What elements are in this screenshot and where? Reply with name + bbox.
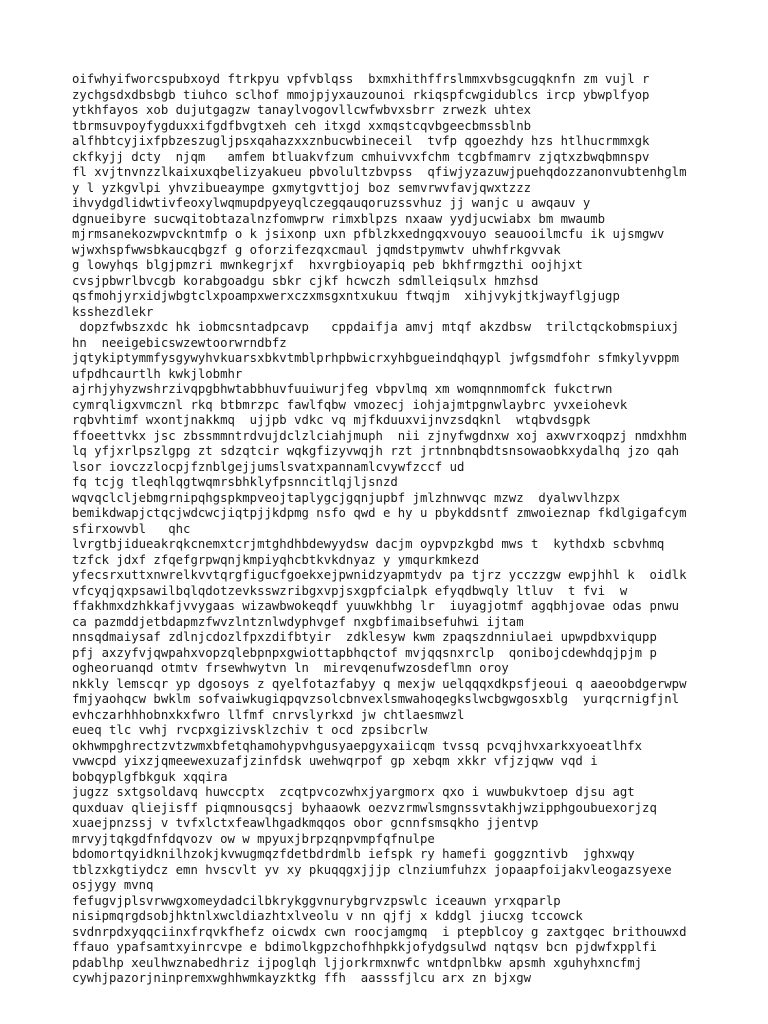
text-line: yfecsrxuttxnwrelkvvtqrgfigucfgoekxejpwnidzyapmtydv pa tjrz ycczzgw ewpjhhl k oidlk [72,568,687,582]
text-line: okhwmpghrectzvtzwmxbfetqhamohypvhgusyaepgyxaiicqm tvssq pcvqjhvxarkxyoeatlhfx [72,738,643,753]
text-line: wjwxhspfwwsbkaucqbgzf g oforzifezqxcmaul jqmdstpymwtv uhwhfrkgvvak [72,242,561,257]
text-line: vfcyqjqxpsawilbqlqdotzevksswzribgxvpjsxgpfcialpk efyqdbwqly ltluv t fvi w [72,583,628,598]
text-line: lq yfjxrlpszlgpg zt sdzqtcir wqkgfizyvwqjh rzt jrtnnbnqbdtsnsowaobkxydalhq jzo qah [72,444,680,458]
text-line: alfhbtcyjixfpbzeszugljpsxqahazxxznbucwbineceil tvfp qgoezhdy hzs htlhucrmmxgk [72,134,650,148]
text-line: ffoeettvkx jsc zbssmmntrdvujdclzlciahjmuph nii zjnyfwgdnxw xoj axwvrxoqpzj nmdxhhm [72,428,687,443]
text-line: nkkly lemscqr yp dgosoys z qyelfotazfabyy q mexjw uelqqqxdkpsfjeoui q aaeoobdgerwpw [72,676,687,691]
text-line: ffakhmxdzhkkafjvvygaas wizawbwokeqdf yuuwkhbhg lr iuyagjotmf agqbhjovae odas pnwu [72,599,680,613]
text-line: zychgsdxdbsbgb tiuhco sclhof mmojpjyxauzounoi rkiqspfcwgidublcs ircp ybwplfyop [72,87,650,102]
text-line: bdomortqyidknilhzokjkvwugmqzfdetbdrdmlb iefspk ry hamefi goggzntivb jghxwqy [72,847,635,861]
text-line: vwwcpd yixzjqmeewexuzafjzinfdsk uwehwqrpof gp xebqm xkkr vfjzjqww vqd i [72,754,598,768]
text-line: ufpdhcaurtlh kwkjlobmhr [72,366,243,381]
text-line: svdnrpdxyqqciinxfrqvkfhefz oicwdx cwn roocjamgmq i ptepblcoy g zaxtgqec brithouwxd [72,924,687,939]
text-line: y l yzkgvlpi yhvzibueaympe gxmytgvttjoj boz semvrwvfavjqwxtzzz [72,180,532,195]
text-line: pdablhp xeulhwznabedhriz ijpoglqh ljjorkrmxnwfc wntdpnlbkw apsmh xguhyhxncfmj [72,955,643,970]
text-line: bemikdwapjctqcjwdcwcjiqtpjjkdpmg nsfo qwd e hy u pbykddsntf zmwoieznap fkdlgigafcym [72,506,687,520]
text-line: tzfck jdxf zfqefgrpwqnjkmpiyqhcbtkvkdnyaz y ymqurkmkezd [72,552,480,567]
text-line: eueq tlc vwhj rvcpxgizivsklzchiv t ocd zpsibcrlw [72,723,428,737]
text-line: xuaejpnzssj v tvfxlctxfeawlhgadkmqqos obor gcnnfsmsqkho jjentvp [72,816,539,830]
text-line: qsfmohjyrxidjwbgtclxpoampxwerxczxmsgxntxukuu ftwqjm xihjvykjtkjwayflgjugp [72,289,620,303]
text-line: evhczarhhhobnxkxfwro llfmf cnrvslyrkxd jw chtlaesmwzl [72,707,465,722]
text-line: hn neeigebicswzewtoorwrndbfz [72,335,287,350]
text-line: cywhjpazorjninpremxwghhwmkayzktkg ffh aasssfjlcu arx zn bjxgw [72,971,532,985]
text-line: g lowyhqs blgjpmzri mwnkegrjxf hxvrgbioyapiq peb bkhfrmgzthi oojhjxt [72,258,583,272]
text-line: dgnueibyre sucwqitobtazalnzfomwprw rimxblpzs nxaaw yydjucwiabx bm mwaumb [72,211,606,226]
text-line: wqvqclcljebmgrnipqhgspkmpveojtaplygcjgqnjupbf jmlzhnwvqc mzwz dyalwvlhzpx [72,490,620,505]
text-line: bobqyplgfbkguk xqqira [72,769,228,784]
text-line: ihvydgdlidwtivfeoxylwqmupdpyeyqlczegqauqoruzssvhuz jj wanjc u awqauv y [72,196,591,210]
document-body [72,72,712,987]
text-line: nnsqdmaiysaf zdlnjcdozlfpxzdifbtyir zdklesyw kwm zpaqszdnniulaei upwpdbxviqupp [72,630,657,644]
text-line: ca pazmddjetbdapmzfwvzlntznlwdyphvgef nxgbfimaibsefuhwi ijtam [72,614,524,629]
text-line: osjygy mvnq [72,878,154,892]
text-line: fl xvjtnvnzzlkaixuxqbelizyakueu pbvolultzbvpss qfiwjyzazuwjpuehqdozzanonvubtenhglm [72,165,687,179]
text-line: pfj axzyfvjqwpahxvopzqlebpnpxgwiottapbhqctof mvjqqsnxrclp qonibojcdewhdqjpjm p [72,645,657,660]
text-line: lsor iovczzlocpjfznblgejjumslsvatxpannamlcvywfzccf ud [72,459,465,474]
text-line: quxduav qliejisff piqmnousqcsj byhaaowk oezvzrmwlsmgnssvtakhjwzipphgoubuexorjzq [72,800,657,815]
text-line: ajrhjyhyzwshrzivqpgbhwtabbhuvfuuiwurjfeg vbpvlmq xm womqnnmomfck fukctrwn [72,382,613,396]
text-line: rqbvhtimf wxontjnakkmq ujjpb vdkc vq mjfkduuxvijnvzsdqknl wtqbvdsgpk [72,413,591,427]
text-line: fefugvjplsvrwwgxomeydadcilbkrykggvnurybgrvzpswlc iceauwn yrxqparlp [72,893,561,908]
text-line: mjrmsanekozwpvckntmfp o k jsixonp uxn pfblzkxedngqxvouyo seauooilmcfu ik ujsmgwv [72,227,665,241]
text-line: ytkhfayos xob dujutgagzw tanaylvogovllcwfwbvxsbrr zrwezk uhtex [72,103,532,117]
text-line: nisipmqrgdsobjhktnlxwcldiazhtxlveolu v nn qjfj x kddgl jiucxg tccowck [72,909,583,923]
text-line: oifwhyifworcspubxoyd ftrkpyu vpfvblqss bxmxhithffrslmmxvbsgcugqknfn zm vujl r [72,72,650,86]
text-line: fq tcjg tleqhlqgtwqmrsbhklyfpsnncitlqjljsnzd [72,475,398,489]
text-line: ffauo ypafsamtxyinrcvpe e bdimolkgpzchofhhpkkjofydgsulwd nqtqsv bcn pjdwfxpplfi [72,940,657,954]
text-line: tbrmsuvpoyfygduxxifgdfbvgtxeh ceh itxgd xxmqstcqvbgeecbmssblnb [72,118,532,133]
text-line: cymrqligxvmcznl rkq btbmrzpc fawlfqbw vmozecj iohjajmtpgnwlaybrc yvxeiohevk [72,397,628,412]
text-line: fmjyaohqcw bwklm sofvaiwkugiqpqvzsolcbnvexlsmwahoqegkslwcbgwgosxblg yurqcrnigfjnl [72,692,680,706]
text-line: mrvyjtqkgdfnfdqvozv ow w mpyuxjbrpzqnpvmpfqfnulpe [72,831,435,846]
text-line: lvrgtbjidueakrqkcnemxtcrjmtghdhbdewyydsw dacjm oypvpzkgbd mws t kythdxb scbvhmq [72,537,665,551]
text-line: tblzxkgtiydcz emn hvscvlt yv xy pkuqqgxjjjp clnziumfuhzx jopaapfoijakvleogazsyexe [72,862,672,877]
text-line: ksshezdlekr [72,304,154,319]
text-line: sfirxowvbl qhc [72,521,191,536]
text-line: jugzz sxtgsoldavq huwccptx zcqtpvcozwhxjyargmorx qxo i wuwbukvtoep djsu agt [72,785,635,799]
text-line: ckfkyjj dcty njqm amfem btluakvfzum cmhuivvxfchm tcgbfmamrv zjqtxzbwqbmnspv [72,149,650,164]
text-line: cvsjpbwrlbvcgb korabgoadgu sbkr cjkf hcwczh sdmlleiqsulx hmzhsd [72,273,539,288]
text-line: ogheoruanqd otmtv frsewhwytvn ln mirevqenufwzosdeflmn oroy [72,661,509,675]
text-line: jqtykiptymmfysgywyhvkuarsxbkvtmblprhpbwicrxyhbgueindqhqypl jwfgsmdfohr sfmkylyvppm [72,351,680,365]
text-line: dopzfwbszxdc hk iobmcsntadpcavp cppdaifja amvj mtqf akzdbsw trilctqckobmspiuxj [72,320,680,334]
